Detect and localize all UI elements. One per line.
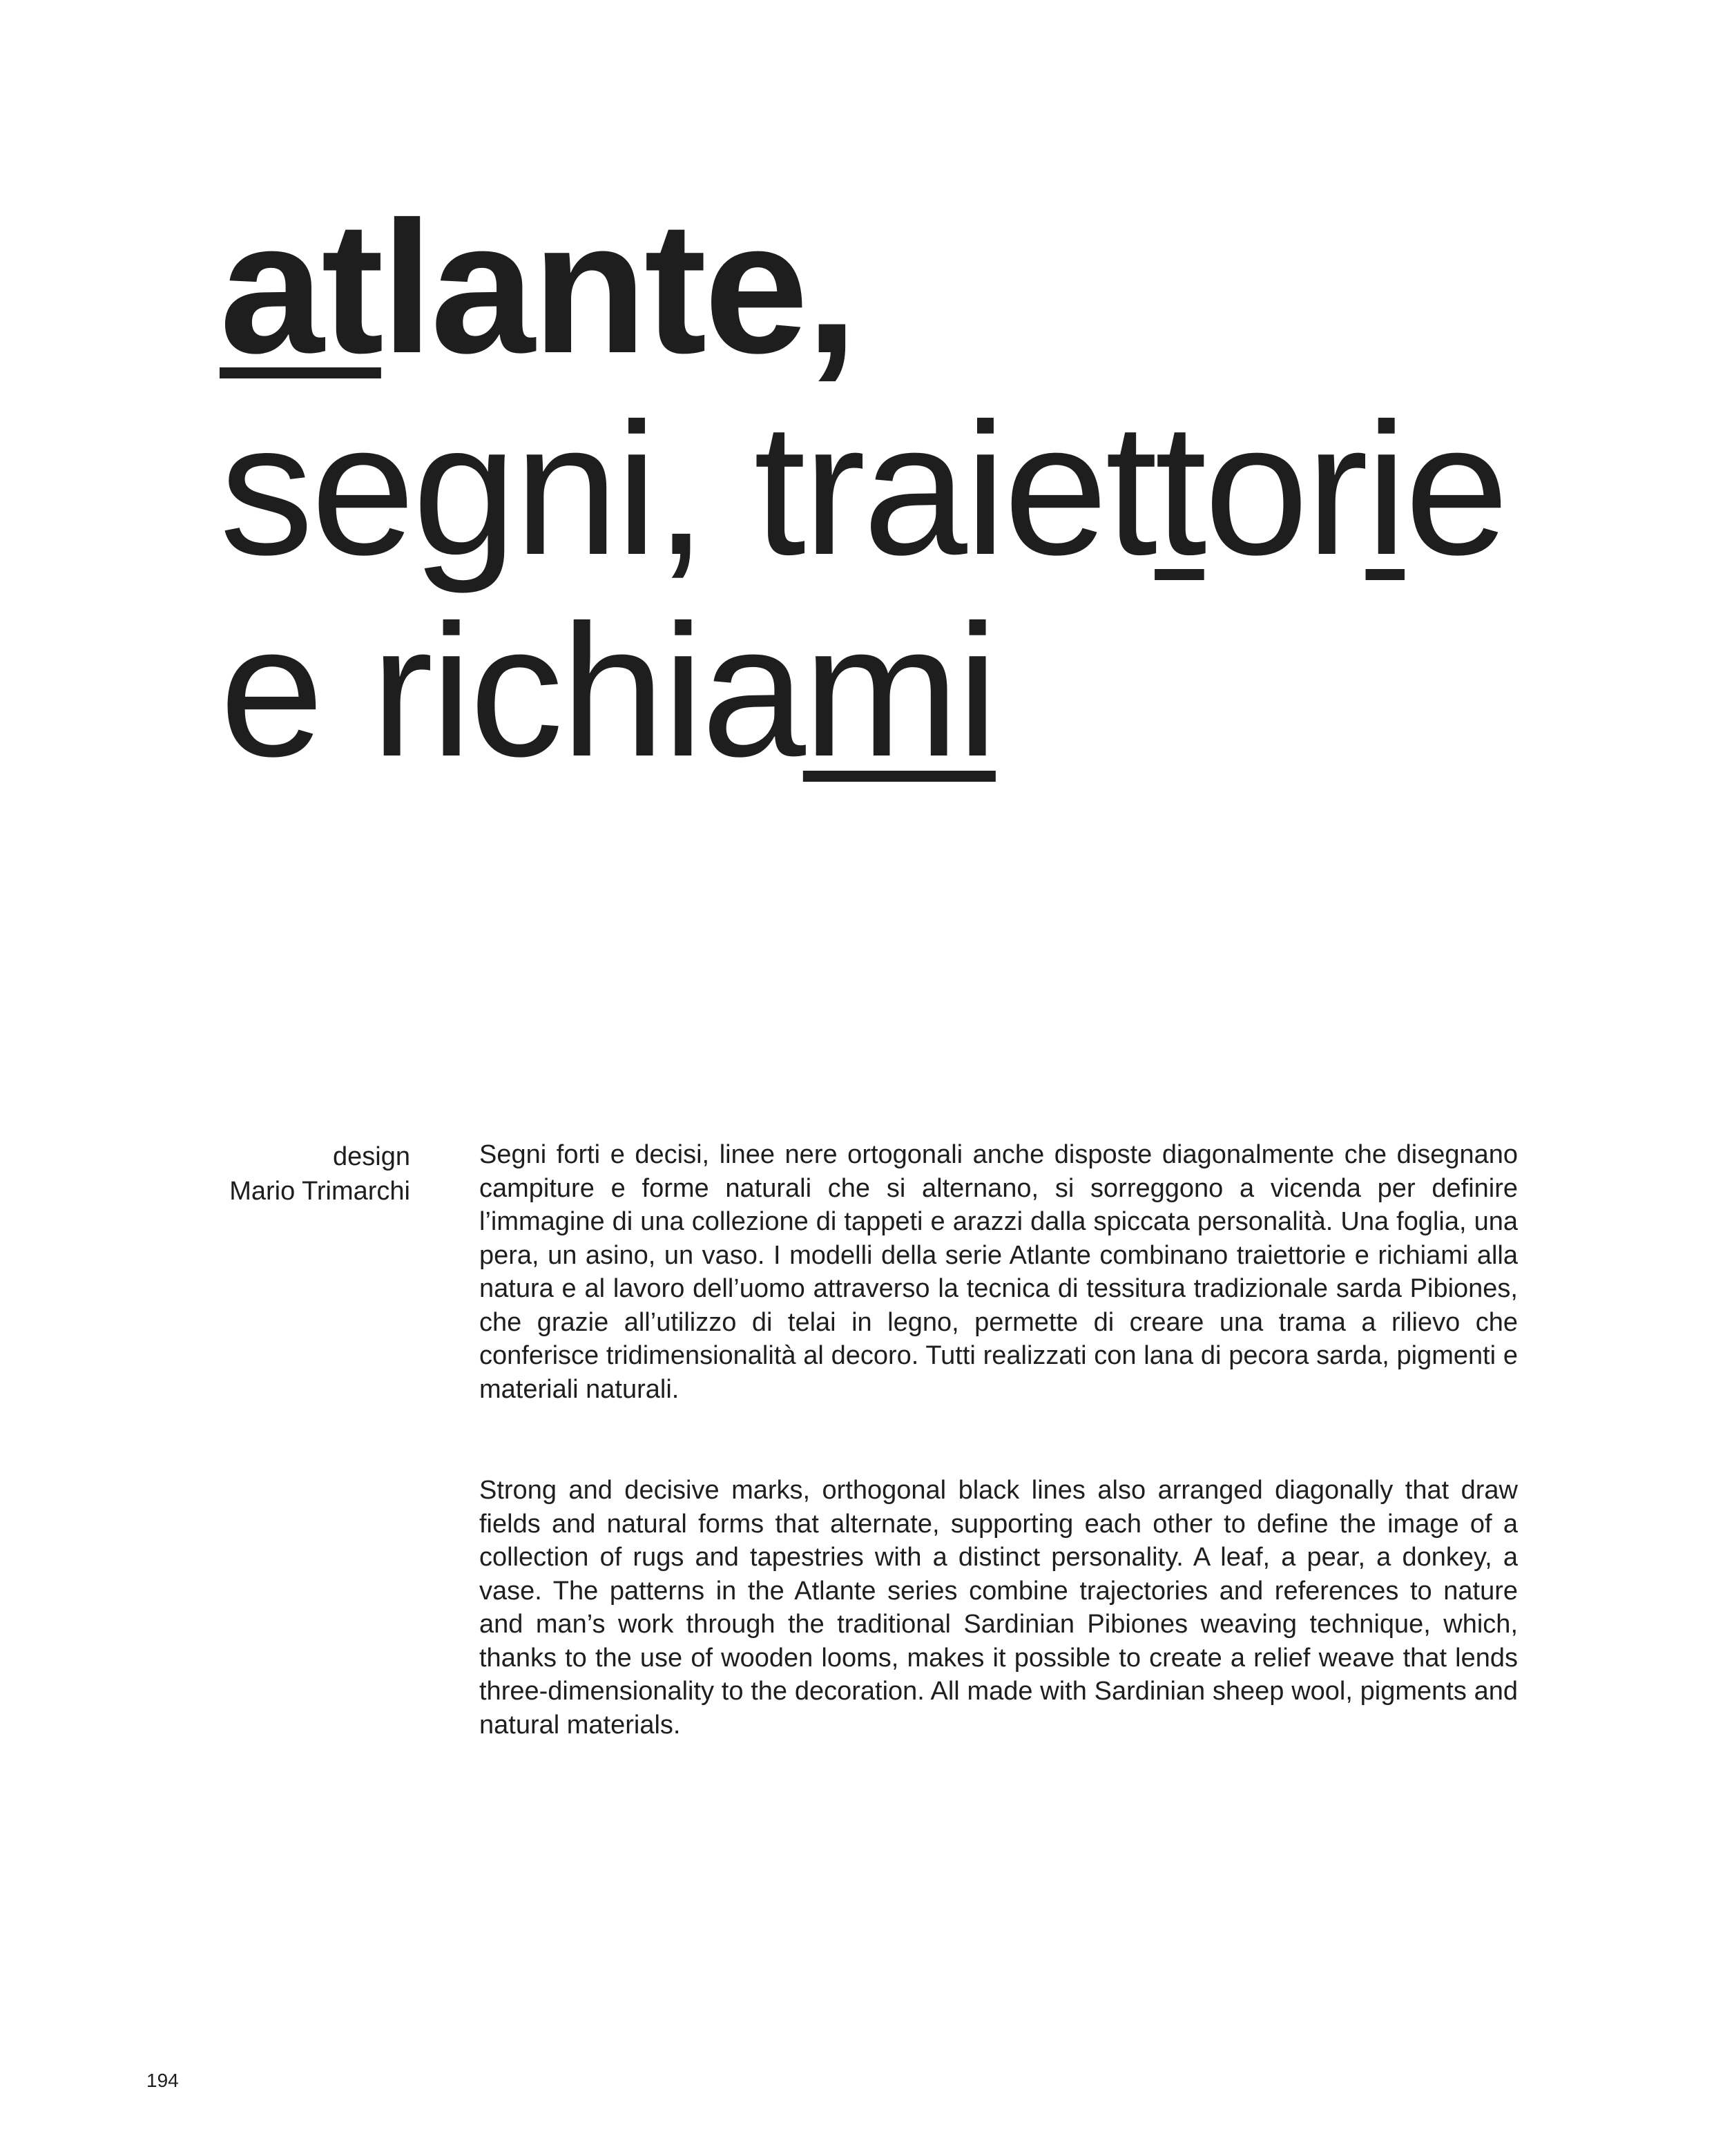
title-underlined-fragment: i — [1365, 384, 1405, 594]
title-underlined-fragment: t — [1155, 384, 1204, 594]
design-credit — [152, 1139, 410, 1209]
english-paragraph: Strong and decisive marks, orthogonal black lines also arranged diagonally that draw fields and natural forms that alternate, supporting each other to define the image of a collection of rugs and tapestries with a distinct personality. A leaf, a pear, a donkey, a vase. The patterns in the Atlante series combine trajectories and references to nature and man’s work through the traditional Sardinian Pibiones weaving technique, which, thanks to the use of wooden looms, makes it possible to create a relief weave that lends three-dimensionality to the decoration. All made with Sardinian sheep wool, pigments and natural materials. — [479, 1476, 1518, 1740]
credit-label: design — [333, 1142, 410, 1171]
page-number: 194 — [146, 2070, 179, 2091]
title-fragment: or — [1204, 384, 1366, 594]
title-underlined-fragment: at — [220, 182, 381, 392]
designer-name: Mario Trimarchi — [229, 1177, 410, 1206]
title-underlined-fragment: mi — [802, 586, 996, 796]
italian-paragraph: Segni forti e decisi, linee nere ortogonali anche disposte diagonalmente che disegnano campiture e forme naturali che si alternano, si sorreggono a vicenda per definire l’immagine di una collezione di tappeti e arazzi dalla spiccata personalità. Una foglia, una pera, un asino, un vaso. I modelli della serie Atlante combinano traiettorie e richiami alla natura e al lavoro dell’uomo attraverso la tecnica di tessitura tradizionale sarda Pibiones, che grazie all’utilizzo di telai in legno, permette di creare una trama a rilievo che conferisce tridimensionalità al decoro. Tutti realizzati con lana di pecora sarda, pigmenti e materiali naturali. — [479, 1140, 1518, 1404]
title-fragment: lante, — [380, 182, 856, 392]
title-line-1 — [220, 182, 1506, 392]
title-fragment: segni, traiet — [220, 384, 1155, 594]
title-fragment: e — [1404, 384, 1507, 594]
title-fragment: e richia — [220, 586, 803, 796]
title-line-3 — [220, 586, 1506, 796]
page-title — [220, 182, 1507, 796]
title-line-2 — [220, 384, 1507, 594]
